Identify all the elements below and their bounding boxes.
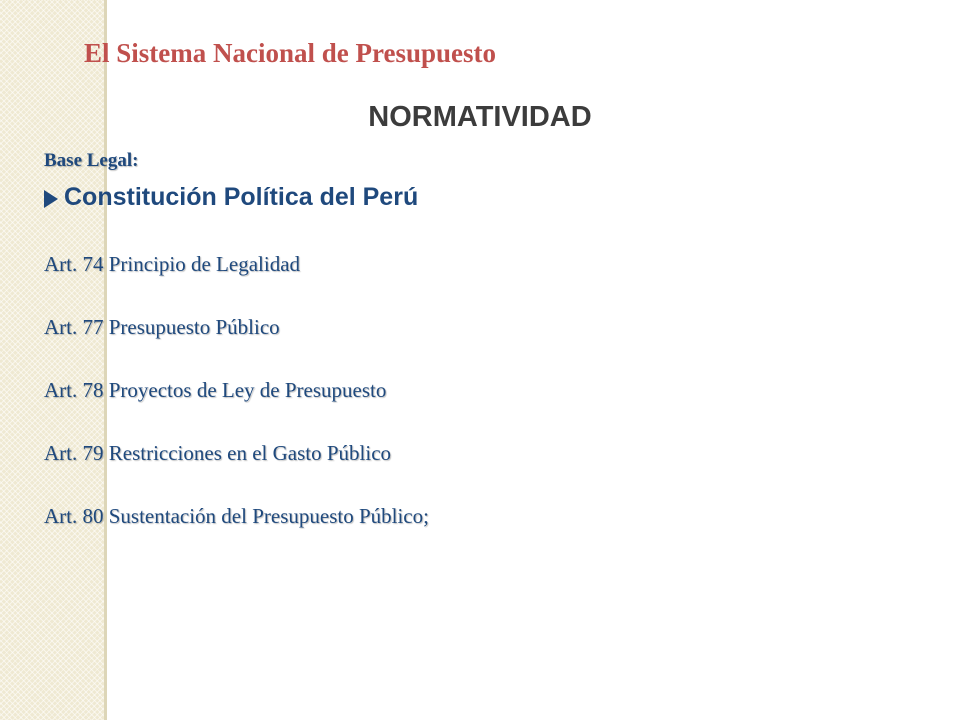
slide-title: El Sistema Nacional de Presupuesto — [84, 38, 497, 68]
constitution-label: Constitución Política del Perú — [64, 183, 419, 211]
arrow-bullet-icon — [44, 190, 58, 208]
article-list — [44, 252, 429, 567]
article-item: Art. 80 Sustentación del Presupuesto Público; — [44, 504, 429, 528]
constitution-bullet — [44, 183, 418, 212]
article-item: Art. 74 Principio de Legalidad — [44, 252, 301, 276]
article-item: Art. 79 Restricciones en el Gasto Público — [44, 441, 392, 465]
base-legal-label: Base Legal: — [44, 150, 139, 171]
article-item: Art. 78 Proyectos de Ley de Presupuesto — [44, 378, 387, 402]
article-item: Art. 77 Presupuesto Público — [44, 315, 280, 339]
slide-subtitle: NORMATIVIDAD — [368, 101, 592, 133]
